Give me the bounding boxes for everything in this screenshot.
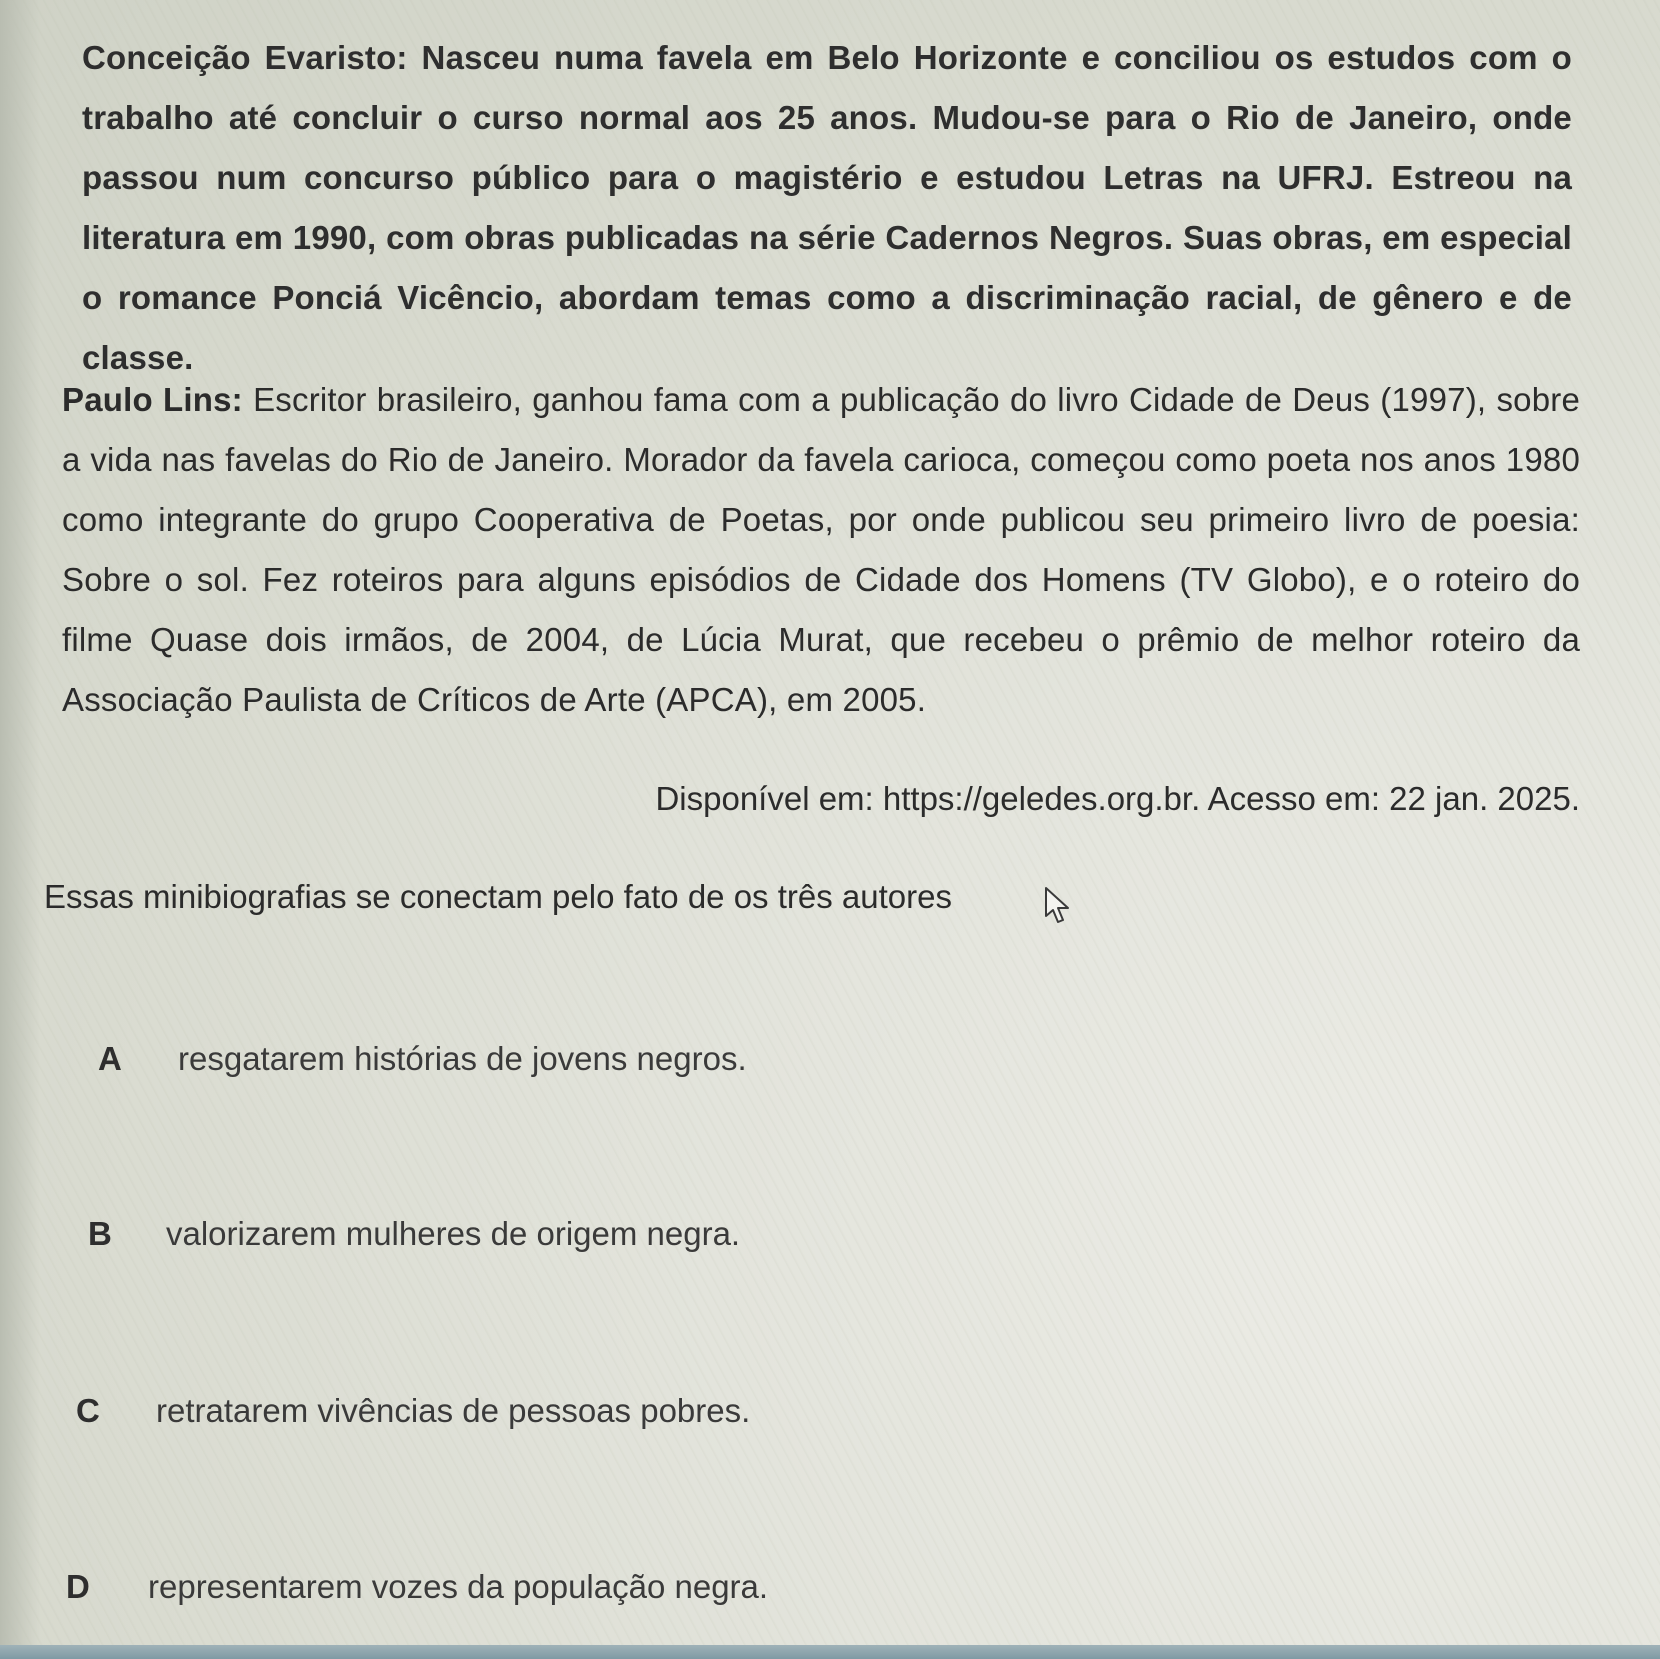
option-letter: B <box>88 1215 112 1252</box>
biography-text: Escritor brasileiro, ganhou fama com a publicação do livro Cidade de Deus (1997), sobre a vida nas favelas do Rio de Janeiro. Morador da favela carioca, começou como poeta nos anos 1980 como integrante do grupo Cooperativa de Poetas, por onde publicou seu primeiro livro de poesia: Sobre o sol. Fez roteiros para alguns episódios de Cidade dos Homens (TV Globo), e o roteiro do filme Quase dois irmãos, de 2004, de Lúcia Murat, que recebeu o prêmio de melhor roteiro da Associação Paulista de Críticos de Arte (APCA), em 2005. <box>62 381 1581 718</box>
option-text: resgatarem histórias de jovens negros. <box>178 1040 747 1077</box>
answer-option-b[interactable] <box>88 1215 740 1253</box>
source-citation: Disponível em: https://geledes.org.br. Acesso em: 22 jan. 2025. <box>655 780 1580 817</box>
question-stem: Essas minibiografias se conectam pelo fato de os três autores <box>44 878 952 915</box>
answer-option-c[interactable] <box>76 1392 750 1430</box>
mouse-pointer-icon <box>1044 886 1074 926</box>
option-text: valorizarem mulheres de origem negra. <box>166 1215 741 1252</box>
author-name: Paulo Lins: <box>62 381 243 418</box>
option-letter: A <box>98 1040 122 1077</box>
option-text: representarem vozes da população negra. <box>148 1568 769 1605</box>
biography-paulo-lins <box>62 370 1580 730</box>
author-name: Conceição Evaristo: <box>82 39 408 76</box>
screen-edge-shadow <box>0 0 40 1659</box>
option-letter: C <box>76 1392 100 1429</box>
option-text: retratarem vivências de pessoas pobres. <box>156 1392 751 1429</box>
biography-text: Nasceu numa favela em Belo Horizonte e conciliou os estudos com o trabalho até concluir o curso normal aos 25 anos. Mudou-se para o Rio de Janeiro, onde passou num concurso público para o magistério e estudou Letras na UFRJ. Estreou na literatura em 1990, com obras publicadas na série Cadernos Negros. Suas obras, em especial o romance Ponciá Vicêncio, abordam temas como a discriminação racial, de gênero e de classe. <box>82 39 1572 376</box>
biography-conceicao-evaristo <box>82 28 1572 388</box>
answer-option-a[interactable] <box>98 1040 747 1078</box>
answer-option-d[interactable] <box>66 1568 768 1606</box>
taskbar <box>0 1645 1660 1659</box>
option-letter: D <box>66 1568 90 1605</box>
